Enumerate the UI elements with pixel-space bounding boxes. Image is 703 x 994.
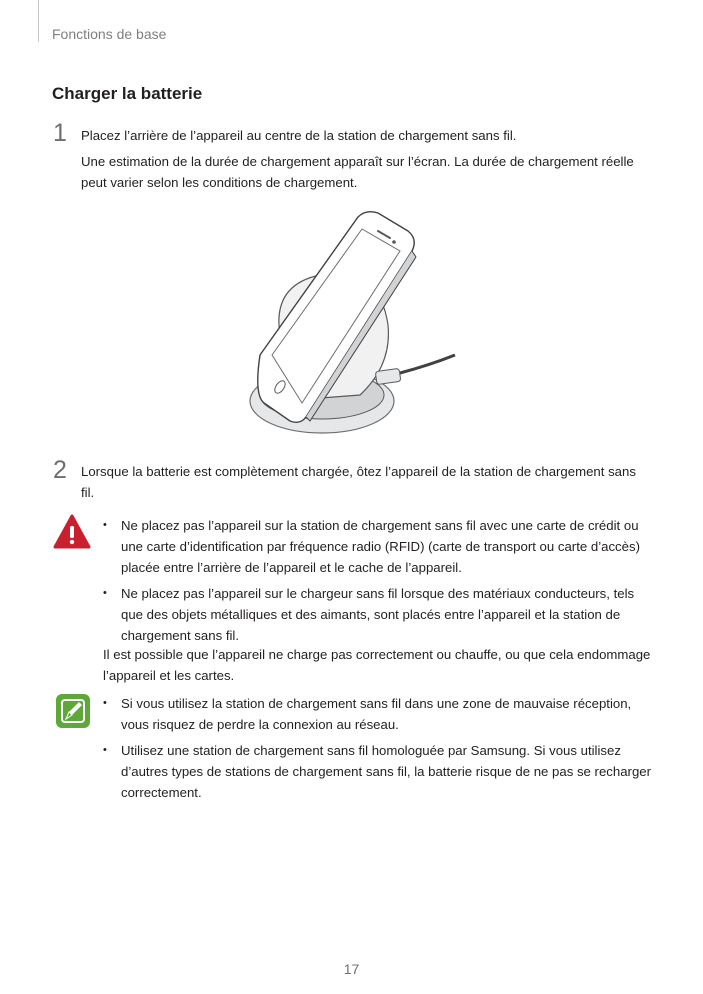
warning-triangle-icon xyxy=(52,513,92,551)
bullet-dot-icon: • xyxy=(103,697,107,709)
warning-item-text: Ne placez pas l’appareil sur la station de chargement sans fil avec une carte de crédit ou une carte d’identification par fréquence radio (RFID) (carte de transport ou carte d’accès) placée entre l’arrière de l’appareil et le cache de l’appareil. xyxy=(121,518,640,575)
step-number-2: 2 xyxy=(53,456,67,484)
step-1-text: Placez l’arrière de l’appareil au centre de la station de chargement sans fil. xyxy=(81,128,517,143)
warning-item xyxy=(103,583,653,646)
note-item xyxy=(103,693,653,735)
note-item xyxy=(103,740,653,803)
bullet-dot-icon: • xyxy=(103,587,107,599)
page-number: 17 xyxy=(343,961,360,977)
note-item-text: Si vous utilisez la station de chargement sans fil dans une zone de mauvaise réception, vous risquez de perdre la connexion au réseau. xyxy=(121,696,632,732)
note-list xyxy=(103,693,653,808)
step-1-note: Une estimation de la durée de chargement apparaît sur l’écran. La durée de chargement réelle peut varier selon les conditions de chargement. xyxy=(81,154,634,190)
step-number-1: 1 xyxy=(53,119,67,147)
bullet-dot-icon: • xyxy=(103,744,107,756)
warning-item-text: Ne placez pas l’appareil sur le chargeur sans fil lorsque des matériaux conducteurs, tels que des objets métalliques et des aimants, sont placés entre l’appareil et la station de chargement sans fil. xyxy=(121,586,635,643)
bullet-dot-icon: • xyxy=(103,519,107,531)
header-rule xyxy=(38,0,39,42)
warning-list xyxy=(103,515,653,651)
step-2-text: Lorsque la batterie est complètement chargée, ôtez l’appareil de la station de chargement sans fil. xyxy=(81,464,636,500)
note-item-text: Utilisez une station de chargement sans fil homologuée par Samsung. Si vous utilisez d’autres types de stations de chargement sans fil, la batterie risque de ne pas se recharger correctement. xyxy=(121,743,651,800)
warning-footer: Il est possible que l’appareil ne charge pas correctement ou chauffe, ou que cela endommage l’appareil et les cartes. xyxy=(103,647,651,683)
note-pencil-icon xyxy=(55,693,91,729)
section-title: Charger la batterie xyxy=(52,84,203,103)
wireless-charger-illustration xyxy=(240,205,470,440)
running-header: Fonctions de base xyxy=(52,26,167,42)
warning-item xyxy=(103,515,653,578)
